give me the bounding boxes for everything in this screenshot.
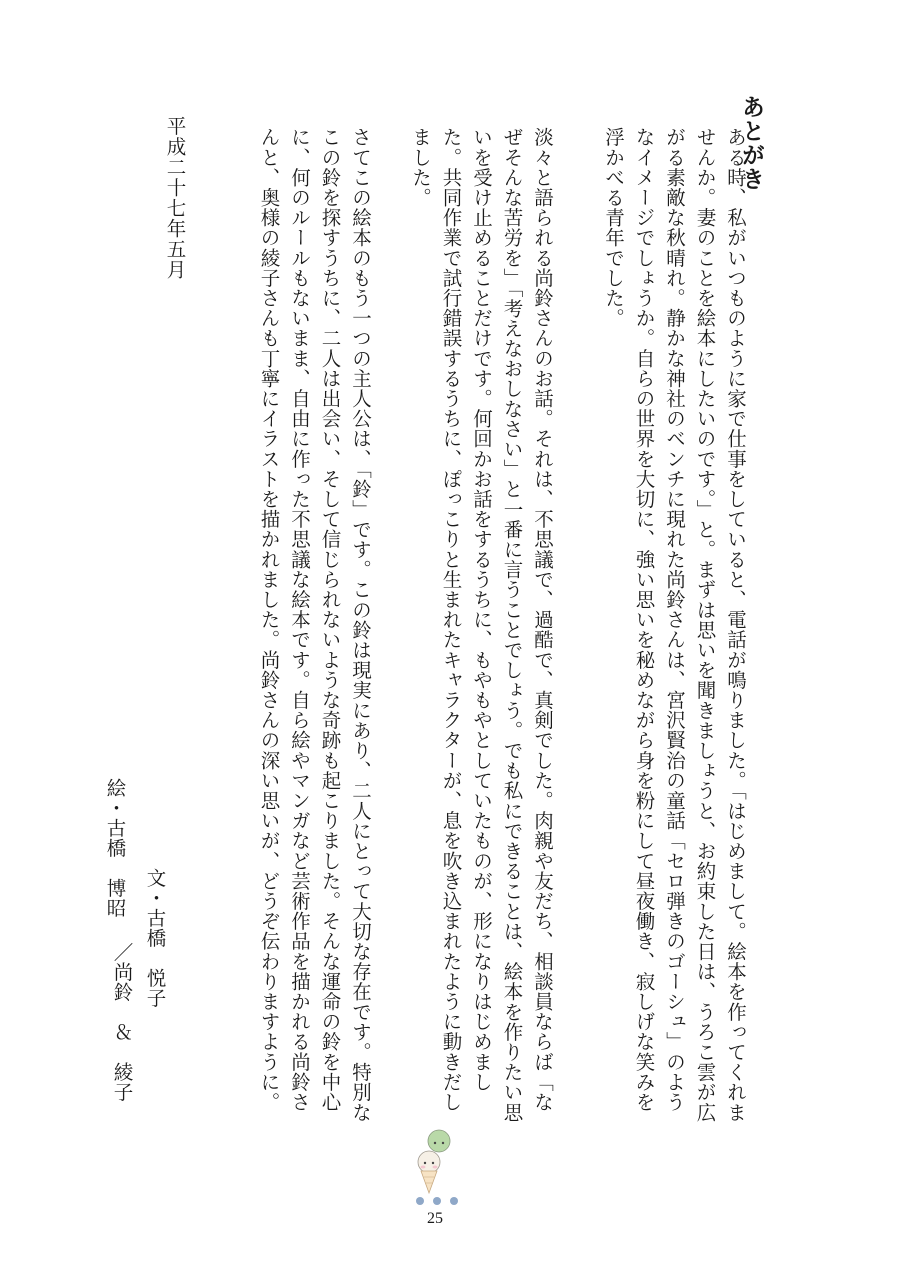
credit-illustrator: 絵・古橋 博昭 (103, 778, 127, 918)
decorative-dots-icon (412, 1195, 462, 1207)
paragraph-2: 淡々と語られる尚鈴さんのお話。それは、不思議で、過酷で、真剣でした。肉親や友だち、相談員ならば「なぜそんな苦労を」「考えなおしなさい」と一番に言うことでしょう。でも私にできることは、絵本を作りたい思いを受け止めることだけです。何回かお話をするうちに、もやもやとしていたものが、形になりはじめました。共同作業で試行錯誤するうちに、ぽっこりと生まれたキャラクターが、息を吹き込まれたように動きだしました。 (409, 127, 554, 1123)
page-number: 25 (427, 1210, 443, 1227)
paragraph-1: ある時、私がいつものように家で仕事をしていると、電話が鳴りました。「はじめまして。絵本を作ってくれませんか。妻のことを絵本にしたいのです。」と。まずは思いを聞きましょうと、お約束した日は、うろこ雲が広がる素敵な秋晴れ。静かな神社のベンチに現れた尚鈴さんは、宮沢賢治の童話「セロ弾きのゴーシュ」のようなイメージでしょうか。自らの世界を大切に、強い思いを秘めながら身を粉にして昼夜働き、寂しげな笑みを浮かべる青年でした。 (602, 127, 747, 1123)
paragraph-3: さてこの絵本のもう一つの主人公は、「鈴」です。この鈴は現実にあり、二人にとって大切な存在です。特別なこの鈴を探すうちに、二人は出会い、そして信じられないような奇跡も起こりました。そんな運命の鈴を中心に、何のルールもないまま、自由に作った不思議な絵本です。自ら絵やマンガなど芸術作品を描かれる尚鈴さんと、奥様の綾子さんも丁寧にイラストを描かれました。尚鈴さんの深い思いが、どうぞ伝わりますように。 (257, 127, 372, 1123)
credit-text-author: 文・古橋 悦子 (143, 868, 167, 1008)
mascot-illustration-icon (412, 1127, 458, 1195)
credit-text-coauthors: ／尚鈴 ＆ 綾子 (110, 942, 134, 1102)
page-heading: あとがき (738, 95, 765, 191)
date-line: 平成二十七年五月 (163, 116, 187, 280)
